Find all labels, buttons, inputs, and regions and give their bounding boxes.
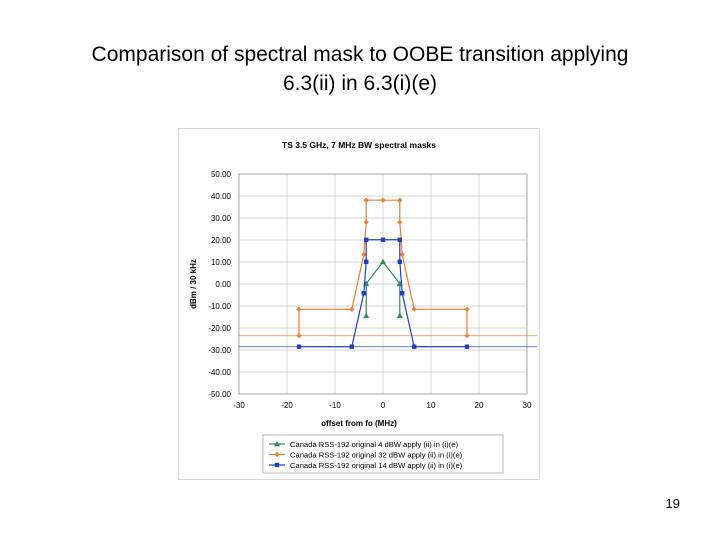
y-tick-label: -20.00 (208, 324, 231, 333)
series-point-triangle (380, 259, 386, 265)
legend-item (269, 461, 463, 470)
y-axis-label: dBm / 30 kHz (189, 259, 198, 309)
y-tick-label: -30.00 (208, 346, 231, 355)
series-point-diamond (464, 307, 469, 312)
series-point-square (465, 345, 469, 349)
x-tick-label: 10 (426, 401, 436, 410)
y-tick-label: -10.00 (208, 302, 231, 311)
series-point-square (364, 238, 368, 242)
x-tick-label: -30 (233, 401, 245, 410)
series-point-diamond (364, 220, 369, 225)
series-point-square (398, 260, 402, 264)
x-axis-label: offset from fo (MHz) (321, 419, 397, 428)
slide-title (20, 40, 700, 98)
series-point-square (412, 345, 416, 349)
legend-label: Canada RSS-192 original 14 dBW apply (ii) in (i)(e) (290, 461, 463, 470)
series-point-triangle (397, 312, 403, 318)
y-tick-label: 20.00 (210, 236, 231, 245)
y-tick-label: 40.00 (210, 192, 231, 201)
y-tick-label: -40.00 (208, 368, 231, 377)
x-tick-label: -20 (281, 401, 293, 410)
series-point-diamond (397, 220, 402, 225)
x-tick-label: 0 (380, 401, 386, 410)
y-tick-label: 10.00 (210, 258, 231, 267)
series-point-diamond (364, 198, 369, 203)
page-number: 19 (665, 496, 680, 511)
legend-item (269, 451, 463, 460)
series-point-square (362, 291, 366, 295)
series-point-square (364, 260, 368, 264)
series-point-square (275, 463, 279, 467)
series-point-triangle (363, 312, 369, 318)
series-point-square (381, 238, 385, 242)
spectral-mask-chart (179, 129, 539, 479)
y-tick-label: -50.00 (208, 390, 231, 399)
series-point-square (398, 238, 402, 242)
series-point-square (400, 291, 404, 295)
legend-label: Canada RSS-192 original 4 dBW apply (ii) in (i)(e) (290, 440, 458, 449)
series-point-diamond (464, 333, 469, 338)
y-tick-label: 0.00 (215, 280, 231, 289)
x-tick-label: 20 (474, 401, 484, 410)
series-point-diamond (296, 307, 301, 312)
grid (239, 174, 527, 394)
legend-label: Canada RSS-192 original 32 dBW apply (ii) in (i)(e) (290, 450, 463, 460)
series-point-diamond (380, 198, 385, 203)
y-tick-label: 30.00 (210, 214, 231, 223)
legend-item (269, 440, 458, 449)
slide-title-line-2: 6.3(ii) in 6.3(i)(e) (282, 72, 438, 95)
x-tick-label: -10 (329, 401, 341, 410)
series-point-diamond (349, 307, 354, 312)
chart-panel (178, 128, 540, 480)
y-tick-label: 50.00 (210, 170, 231, 179)
series-point-diamond (412, 307, 417, 312)
series-point-diamond (397, 198, 402, 203)
series-point-square (350, 345, 354, 349)
series-point-diamond (296, 333, 301, 338)
series-point-square (297, 345, 301, 349)
legend (263, 435, 503, 473)
slide-title-line-1: Comparison of spectral mask to OOBE transition applying (91, 43, 629, 66)
x-tick-label: 30 (522, 401, 532, 410)
chart-title: TS 3.5 GHz, 7 MHz BW spectral masks (282, 140, 436, 150)
